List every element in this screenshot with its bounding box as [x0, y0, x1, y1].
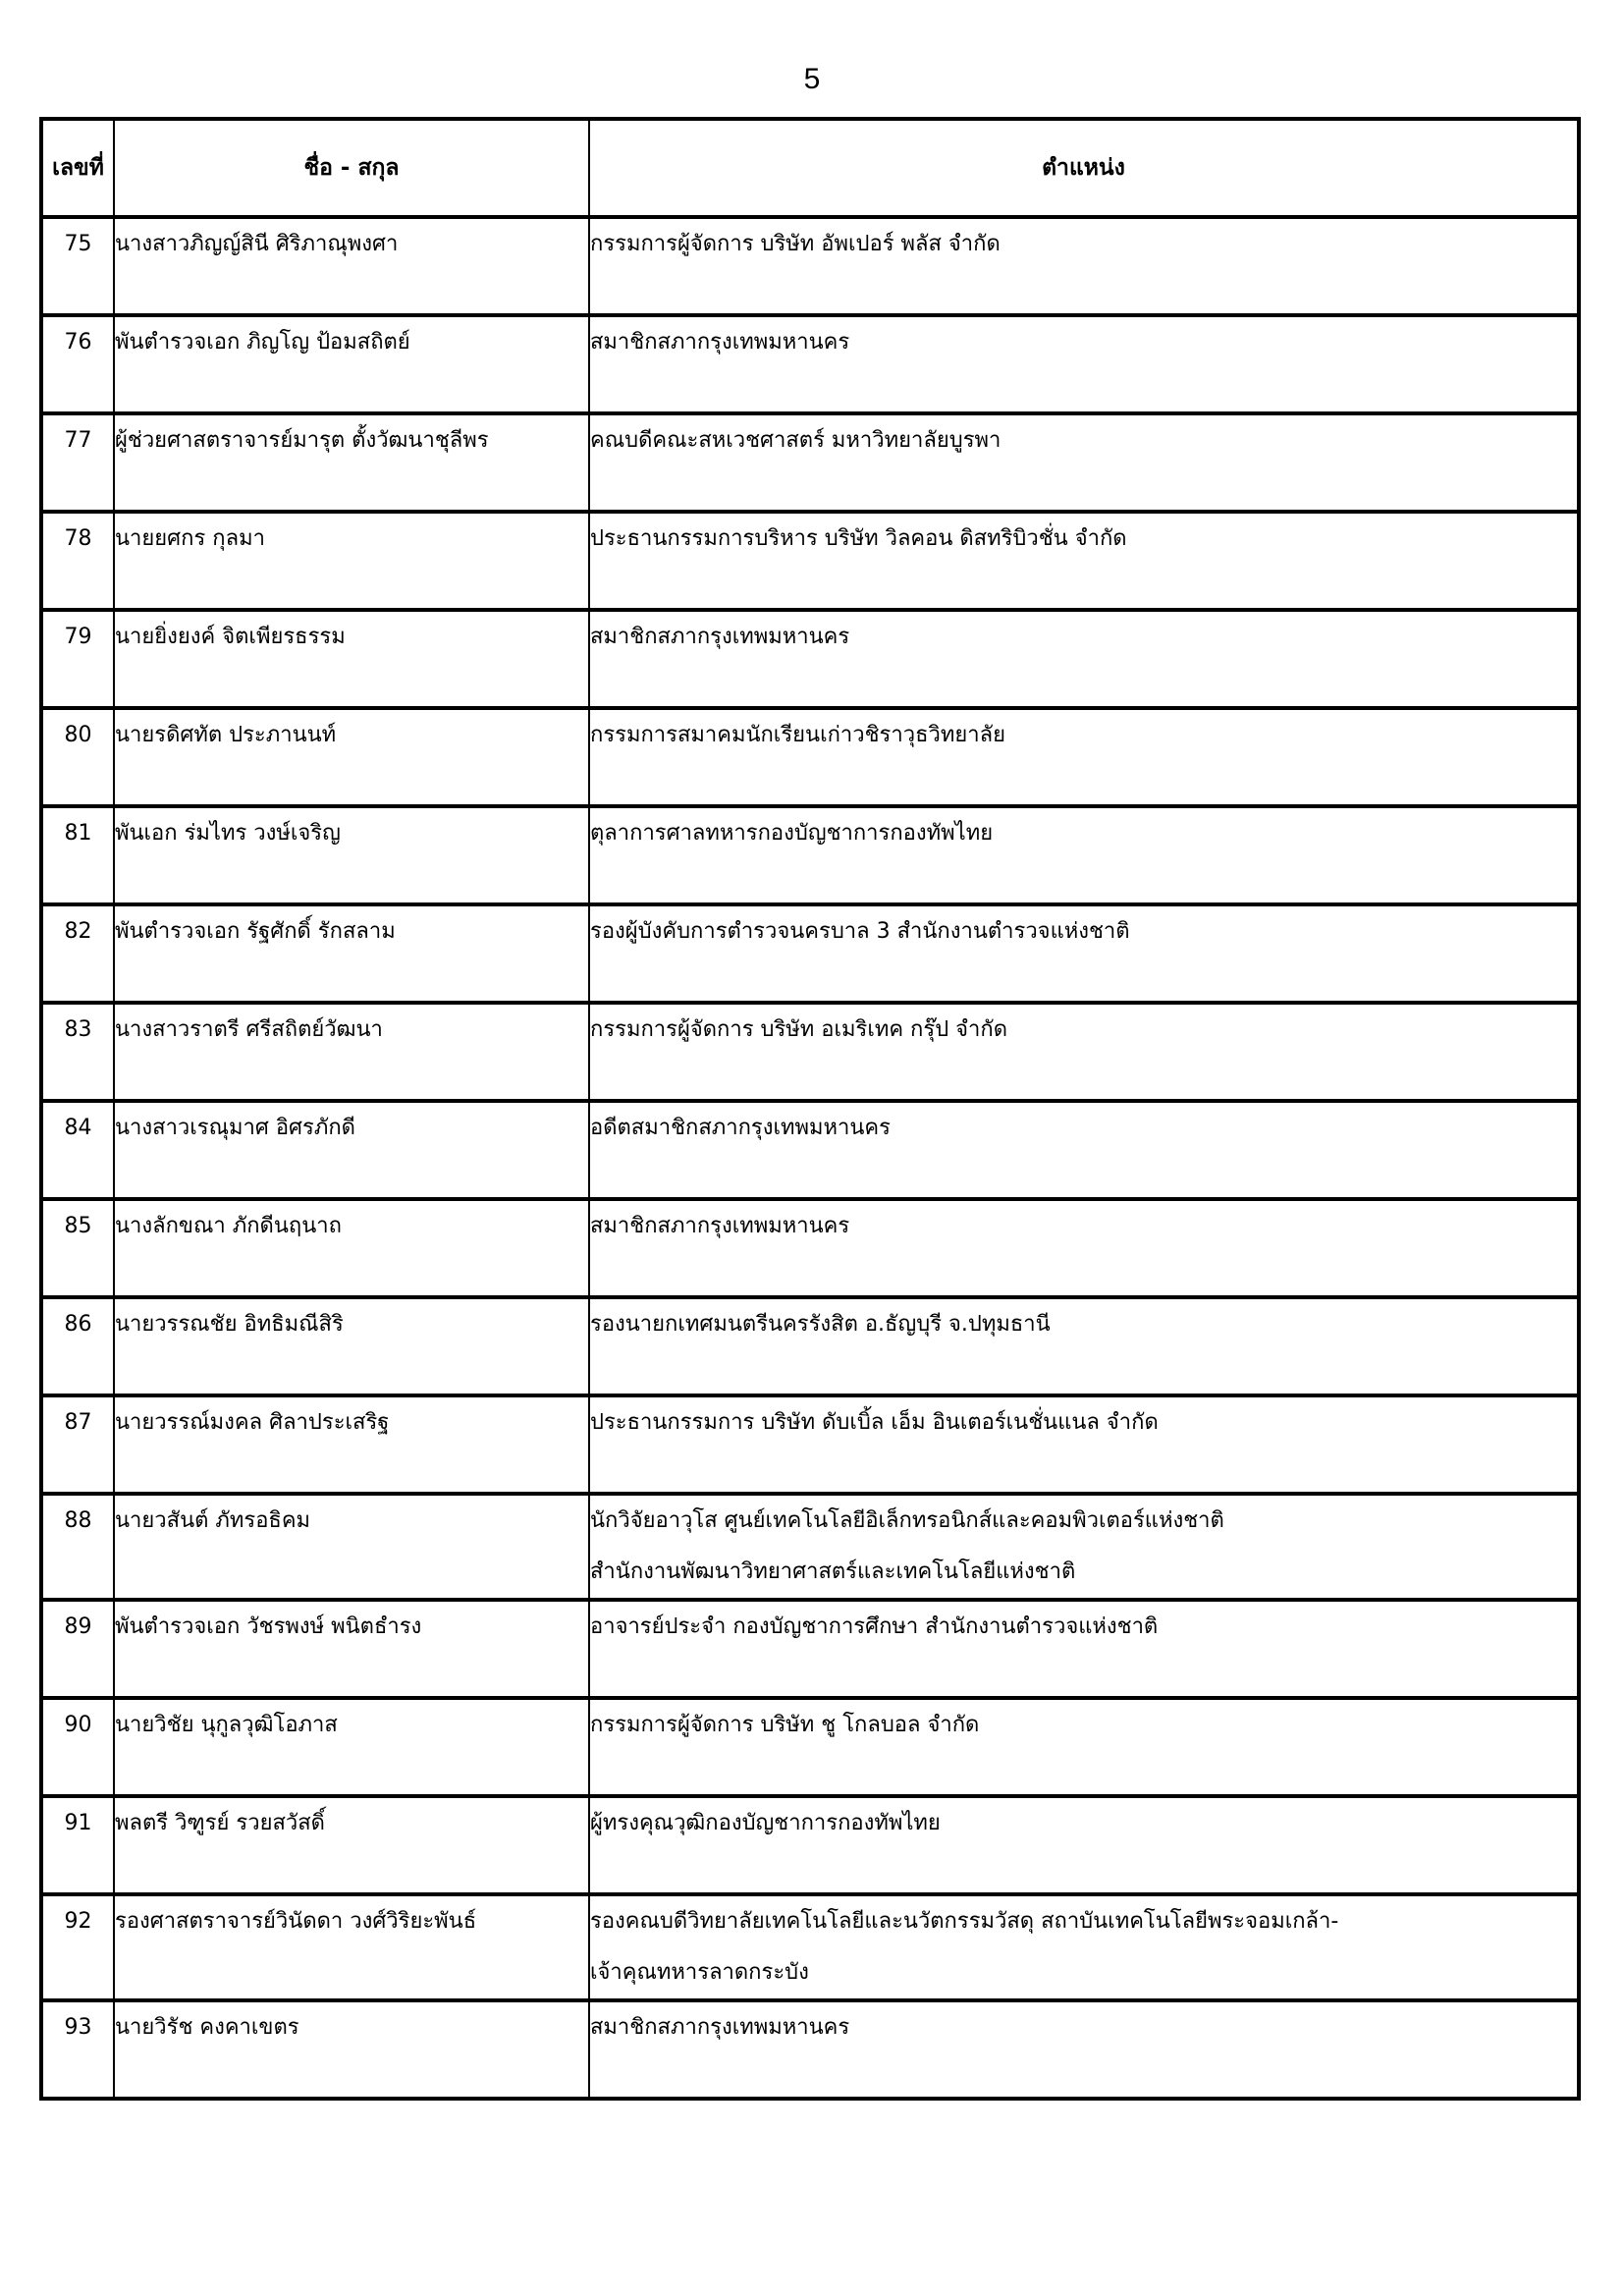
position-line: นักวิจัยอาวุโส ศูนย์เทคโนโลยีอิเล็กทรอนิกส์และคอมพิวเตอร์แห่งชาติ [590, 1508, 1224, 1533]
row-name: นางสาวภิญญ์สินี ศิริภาณุพงศา [114, 217, 589, 315]
row-name: พันตำรวจเอก รัฐศักดิ์ รักสลาม [114, 904, 589, 1003]
row-name: รองศาสตราจารย์วินัดดา วงศ์วิริยะพันธ์ [114, 1894, 589, 2000]
row-position [589, 708, 1579, 806]
table-row [41, 1698, 1579, 1796]
row-position [589, 315, 1579, 413]
position-line: ประธานกรรมการบริหาร บริษัท วิลคอน ดิสทริบิวชั่น จำกัด [590, 526, 1127, 551]
row-name: นายวรรณชัย อิทธิมณีสิริ [114, 1297, 589, 1395]
row-position [589, 1894, 1579, 2000]
table-row [41, 413, 1579, 512]
row-number: 77 [41, 413, 114, 512]
row-position [589, 413, 1579, 512]
row-position [589, 1796, 1579, 1894]
row-name: พันเอก ร่มไทร วงษ์เจริญ [114, 806, 589, 904]
table-row [41, 217, 1579, 315]
header-name: ชื่อ - สกุล [114, 119, 589, 217]
row-number: 85 [41, 1199, 114, 1297]
row-position [589, 904, 1579, 1003]
row-position [589, 2000, 1579, 2099]
row-position [589, 1003, 1579, 1101]
row-name: นายวิชัย นุกูลวุฒิโอภาส [114, 1698, 589, 1796]
row-position [589, 1199, 1579, 1297]
row-position [589, 1494, 1579, 1600]
row-name: นายยิ่งยงค์ จิตเพียรธรรม [114, 610, 589, 708]
position-line: ประธานกรรมการ บริษัท ดับเบิ้ล เอ็ม อินเตอร์เนชั่นแนล จำกัด [590, 1410, 1159, 1435]
row-name: พันตำรวจเอก วัชรพงษ์ พนิตธำรง [114, 1600, 589, 1698]
row-name: พันตำรวจเอก ภิญโญ ป้อมสถิตย์ [114, 315, 589, 413]
row-name: นายวรรณ์มงคล ศิลาประเสริฐ [114, 1395, 589, 1494]
table-row [41, 1297, 1579, 1395]
table-row [41, 1600, 1579, 1698]
row-position [589, 512, 1579, 610]
row-number: 75 [41, 217, 114, 315]
page-number: 5 [803, 63, 821, 95]
table-row [41, 512, 1579, 610]
table-row [41, 1101, 1579, 1199]
position-line: อดีตสมาชิกสภากรุงเทพมหานคร [590, 1116, 891, 1140]
table-row [41, 1003, 1579, 1101]
row-position [589, 610, 1579, 708]
row-name: นายวิรัช คงคาเขตร [114, 2000, 589, 2099]
row-number: 90 [41, 1698, 114, 1796]
row-name: นางสาวราตรี ศรีสถิตย์วัฒนา [114, 1003, 589, 1101]
row-name: นายยศกร กุลมา [114, 512, 589, 610]
table-row [41, 1199, 1579, 1297]
row-position [589, 217, 1579, 315]
table-row [41, 2000, 1579, 2099]
table-row [41, 708, 1579, 806]
position-line: สมาชิกสภากรุงเทพมหานคร [590, 2015, 850, 2040]
row-name: ผู้ช่วยศาสตราจารย์มารุต ตั้งวัฒนาชุลีพร [114, 413, 589, 512]
table-row [41, 904, 1579, 1003]
row-name: พลตรี วิฑูรย์ รวยสวัสดิ์ [114, 1796, 589, 1894]
position-line: กรรมการสมาคมนักเรียนเก่าวชิราวุธวิทยาลัย [590, 723, 1005, 747]
row-number: 88 [41, 1494, 114, 1600]
table-row [41, 1395, 1579, 1494]
row-number: 93 [41, 2000, 114, 2099]
header-number: เลขที่ [41, 119, 114, 217]
table-row [41, 806, 1579, 904]
row-name: นางสาวเรณุมาศ อิศรภักดี [114, 1101, 589, 1199]
row-number: 89 [41, 1600, 114, 1698]
row-number: 76 [41, 315, 114, 413]
row-number: 82 [41, 904, 114, 1003]
row-number: 92 [41, 1894, 114, 2000]
table-row [41, 610, 1579, 708]
row-number: 84 [41, 1101, 114, 1199]
member-list-table [39, 117, 1581, 2101]
position-line: รองนายกเทศมนตรีนครรังสิต อ.ธัญบุรี จ.ปทุมธานี [590, 1312, 1051, 1337]
position-line: ตุลาการศาลทหารกองบัญชาการกองทัพไทย [590, 821, 994, 846]
table-row [41, 1894, 1579, 2000]
table-row [41, 1796, 1579, 1894]
row-number: 87 [41, 1395, 114, 1494]
header-position: ตำแหน่ง [589, 119, 1579, 217]
position-line: สมาชิกสภากรุงเทพมหานคร [590, 625, 850, 649]
position-line: สมาชิกสภากรุงเทพมหานคร [590, 330, 850, 355]
row-name: นายรดิศทัต ประภานนท์ [114, 708, 589, 806]
row-number: 86 [41, 1297, 114, 1395]
position-line: เจ้าคุณทหารลาดกระบัง [590, 1960, 809, 1985]
row-position [589, 806, 1579, 904]
row-number: 83 [41, 1003, 114, 1101]
position-line: กรรมการผู้จัดการ บริษัท อัพเปอร์ พลัส จำกัด [590, 232, 1001, 256]
row-number: 81 [41, 806, 114, 904]
table-header-row [41, 119, 1579, 217]
row-position [589, 1698, 1579, 1796]
row-number: 79 [41, 610, 114, 708]
row-position [589, 1600, 1579, 1698]
row-position [589, 1297, 1579, 1395]
position-line: กรรมการผู้จัดการ บริษัท อเมริเทค กรุ๊ป จำกัด [590, 1017, 1008, 1042]
position-line: ผู้ทรงคุณวุฒิกองบัญชาการกองทัพไทย [590, 1811, 941, 1835]
position-line: สมาชิกสภากรุงเทพมหานคร [590, 1214, 850, 1238]
row-number: 80 [41, 708, 114, 806]
position-line: อาจารย์ประจำ กองบัญชาการศึกษา สำนักงานตำรวจแห่งชาติ [590, 1614, 1159, 1639]
position-line: รองคณบดีวิทยาลัยเทคโนโลยีและนวัตกรรมวัสดุ สถาบันเทคโนโลยีพระจอมเกล้า- [590, 1909, 1339, 1934]
position-line: รองผู้บังคับการตำรวจนครบาล 3 สำนักงานตำรวจแห่งชาติ [590, 919, 1130, 944]
row-name: นางลักขณา ภักดีนฤนาถ [114, 1199, 589, 1297]
position-line: กรรมการผู้จัดการ บริษัท ชู โกลบอล จำกัด [590, 1713, 980, 1737]
table-body [41, 217, 1579, 2099]
row-position [589, 1101, 1579, 1199]
position-line: คณบดีคณะสหเวชศาสตร์ มหาวิทยาลัยบูรพา [590, 428, 1001, 453]
table-row [41, 1494, 1579, 1600]
row-number: 91 [41, 1796, 114, 1894]
table-row [41, 315, 1579, 413]
row-position [589, 1395, 1579, 1494]
row-name: นายวสันต์ ภัทรอธิคม [114, 1494, 589, 1600]
position-line: สำนักงานพัฒนาวิทยาศาสตร์และเทคโนโลยีแห่งชาติ [590, 1559, 1076, 1584]
row-number: 78 [41, 512, 114, 610]
